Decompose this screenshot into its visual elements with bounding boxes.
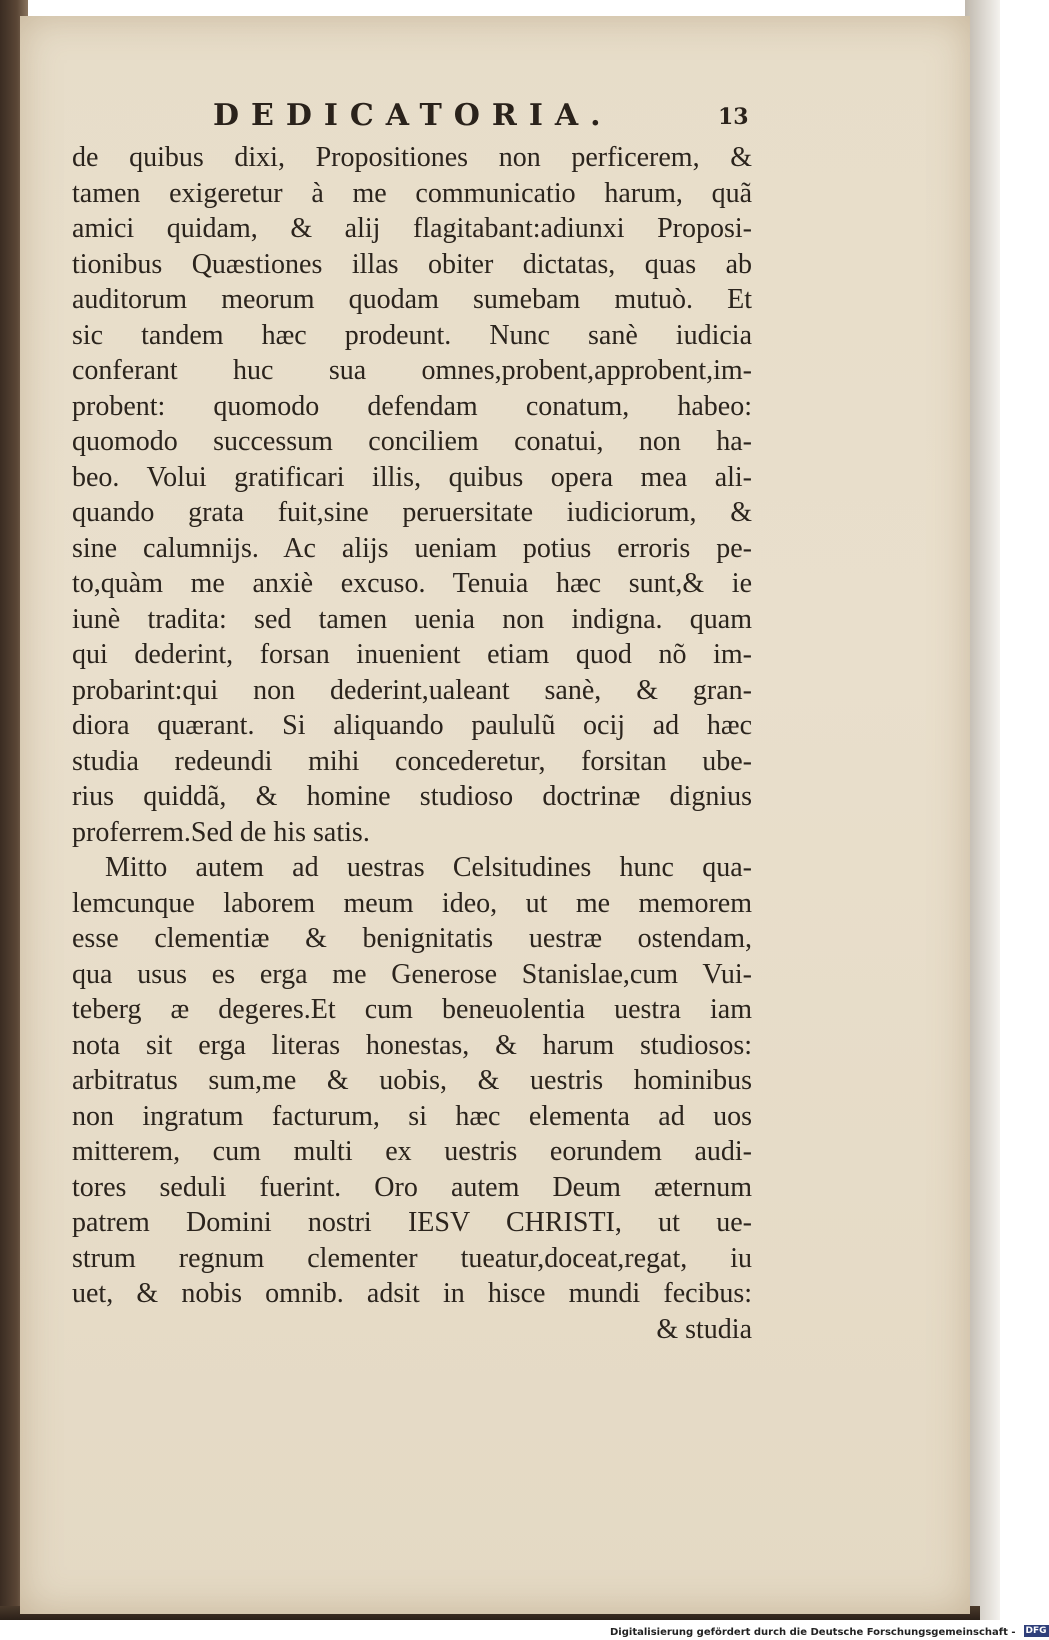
- text-line: probent: quomodo defendam conatum, habeo:: [72, 390, 752, 422]
- text-line: tionibus Quæstiones illas obiter dictatas, quas ab: [72, 248, 752, 280]
- text-line: nota sit erga literas honestas, & harum studiosos:: [72, 1029, 752, 1061]
- text-line: sic tandem hæc prodeunt. Nunc sanè iudicia: [72, 319, 752, 351]
- page-right-shadow: [965, 0, 1000, 1620]
- dfg-logo: DFG: [1025, 1626, 1047, 1637]
- text-line: amici quidam, & alij flagitabant:adiunxi Proposi-: [72, 213, 752, 244]
- text-line: diora quærant. Si aliquando paululũ ocij ad hæc: [72, 710, 752, 741]
- text-line: qua usus es erga me Generose Stanislae,cum Vui-: [72, 958, 752, 990]
- text-line: teberg æ degeres.Et cum beneuolentia uestra iam: [72, 994, 752, 1025]
- text-line: to,quàm me anxiè excuso. Tenuia hæc sunt,& ie: [72, 568, 752, 599]
- catchword: & studia: [656, 1313, 752, 1345]
- page-number: 13: [718, 104, 749, 130]
- body-text: [72, 140, 752, 1347]
- running-head: [0, 98, 1000, 138]
- text-line: beo. Volui gratificari illis, quibus opera mea ali-: [72, 461, 752, 493]
- text-line: auditorum meorum quodam sumebam mutuò. Et: [72, 284, 752, 315]
- text-line: arbitratus sum,me & uobis, & uestris hominibus: [72, 1065, 752, 1096]
- text-line: conferant huc sua omnes,probent,approbent,im-: [72, 355, 752, 386]
- text-line: sine calumnijs. Ac alijs ueniam potius erroris pe-: [72, 532, 752, 564]
- text-line: strum regnum clementer tueatur,doceat,regat, iu: [72, 1242, 752, 1274]
- text-line: quomodo successum conciliem conatui, non ha-: [72, 426, 752, 457]
- digitization-footer: [610, 1622, 1047, 1639]
- text-line: iunè tradita: sed tamen uenia non indigna. quam: [72, 603, 752, 635]
- text-line: non ingratum facturum, si hæc elementa ad uos: [72, 1100, 752, 1132]
- footer-credit-text: Digitalisierung gefördert durch die Deutsche Forschungsgemeinschaft -: [610, 1627, 1016, 1638]
- text-line: lemcunque laborem meum ideo, ut me memorem: [72, 887, 752, 919]
- text-line: tores seduli fuerint. Oro autem Deum æternum: [72, 1171, 752, 1203]
- text-line: mitterem, cum multi ex uestris eorundem audi-: [72, 1136, 752, 1167]
- text-line: probarint:qui non dederint,ualeant sanè, & gran-: [72, 674, 752, 706]
- text-line: de quibus dixi, Propositiones non perficerem, &: [72, 142, 752, 173]
- text-line: qui dederint, forsan inuenient etiam quod nõ im-: [72, 639, 752, 670]
- text-line: studia redeundi mihi concederetur, forsitan ube-: [72, 745, 752, 777]
- text-line: rius quiddã, & homine studioso doctrinæ dignius: [72, 781, 752, 812]
- text-line: patrem Domini nostri IESV CHRISTI, ut ue-: [72, 1207, 752, 1238]
- text-line: Mitto autem ad uestras Celsitudines hunc qua-: [105, 852, 752, 883]
- text-line: esse clementiæ & benignitatis uestræ ostendam,: [72, 923, 752, 954]
- text-line: tamen exigeretur à me communicatio harum, quã: [72, 177, 752, 209]
- text-line: uet, & nobis omnib. adsit in hisce mundi fecibus:: [72, 1278, 752, 1309]
- running-head-title: DEDICATORIA.: [213, 98, 613, 133]
- text-line: proferrem.Sed de his satis.: [72, 816, 370, 848]
- text-line: quando grata fuit,sine peruersitate iudiciorum, &: [72, 497, 752, 528]
